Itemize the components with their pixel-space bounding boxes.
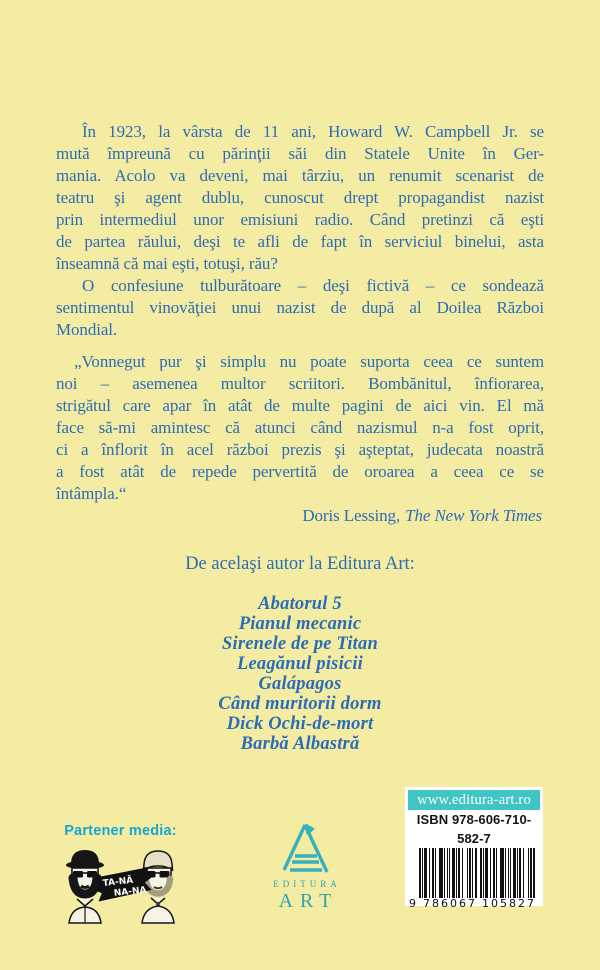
synopsis-line: înseamnă că mai eşti, totuşi, rău?	[56, 254, 278, 273]
synopsis-line: O confesiune tulburătoare – deşi fictivă – ce sondează	[82, 276, 544, 295]
partner-media-label: Partener media:	[64, 823, 177, 839]
barcode-digit-group: 786067	[423, 897, 477, 910]
review-quote-line: „Vonnegut pur şi simplu nu poate suporta ceea ce suntem	[74, 352, 544, 371]
barcode-block	[405, 787, 543, 910]
review-quote-line: a fost atât de repede pervertită de oroarea a ceea ce se	[56, 462, 544, 481]
partner-media-logo	[56, 845, 190, 925]
synopsis-line: mută împreună cu părinţii săi din Statele Unite în Ger-	[56, 144, 544, 163]
reviewer-name: Doris Lessing,	[302, 506, 401, 525]
other-books-heading: De acelaşi autor la Editura Art:	[185, 554, 415, 574]
barcode-digits	[405, 897, 543, 910]
spacer	[56, 341, 544, 351]
barcode-icon	[411, 848, 537, 898]
barcode-digit-group: 105827	[482, 897, 536, 910]
triangle-a-icon	[278, 820, 332, 876]
book-title: Abatorul 5	[258, 594, 342, 614]
review-quote-line: noi – asemenea multor scriitori. Bombănitul, înfiorarea,	[56, 374, 544, 393]
book-title: Pianul mecanic	[238, 614, 362, 634]
publisher-imprint-small: EDITURA	[273, 879, 341, 889]
partner-logo-ribbon	[92, 867, 155, 902]
barcode-digit-group: 9	[409, 897, 418, 910]
review-quote-line: întâmpla.“	[56, 484, 127, 503]
review-quote-line: face să-mi amintesc că atunci când nazismul n-a fost oprit,	[56, 418, 544, 437]
publisher-website: www.editura-art.ro	[408, 790, 540, 810]
synopsis-line: teatru şi agent dublu, cunoscut drept propagandist nazist	[56, 188, 544, 207]
back-cover-text	[56, 121, 544, 527]
synopsis-line: În 1923, la vârsta de 11 ani, Howard W. Campbell Jr. se	[82, 122, 544, 141]
synopsis-line: Mondial.	[56, 320, 118, 339]
synopsis-line: de partea răului, deşi te afli de fapt în serviciul binelui, asta	[56, 232, 544, 251]
synopsis-line: mania. Acolo va deveni, mai târziu, un renumit scenarist de	[56, 166, 544, 185]
synopsis-line: prin intermediul unor emisiuni radio. Când pretinzi că eşti	[56, 210, 544, 229]
publisher-imprint-large: ART	[278, 890, 339, 912]
publisher-logo	[261, 820, 349, 913]
partner-logo-text-top: TA-NĂ	[102, 875, 134, 889]
book-title: Leagănul pisicii	[236, 654, 364, 674]
book-title: Galápagos	[258, 674, 342, 694]
review-quote-line: strigătul care apar în atât de multe pagini de aici vin. El mă	[56, 396, 544, 415]
review-source: The New York Times	[405, 506, 542, 525]
partner-logo-text-bottom: NA-NA	[113, 885, 147, 899]
other-books-list	[0, 594, 600, 754]
synopsis-line: sentimentul vinovăţiei unui nazist de după al Doilea Război	[56, 298, 544, 317]
review-quote-line: ci a înflorit în acel război prezis şi aşteptat, judecata noastră	[56, 440, 544, 459]
review-attribution	[56, 505, 544, 527]
book-title: Sirenele de pe Titan	[222, 634, 378, 654]
book-title: Barbă Albastră	[240, 734, 360, 754]
book-title: Când muritorii dorm	[218, 694, 382, 714]
isbn-label: ISBN 978-606-710-582-7	[416, 812, 532, 846]
book-title: Dick Ochi-de-mort	[226, 714, 374, 734]
